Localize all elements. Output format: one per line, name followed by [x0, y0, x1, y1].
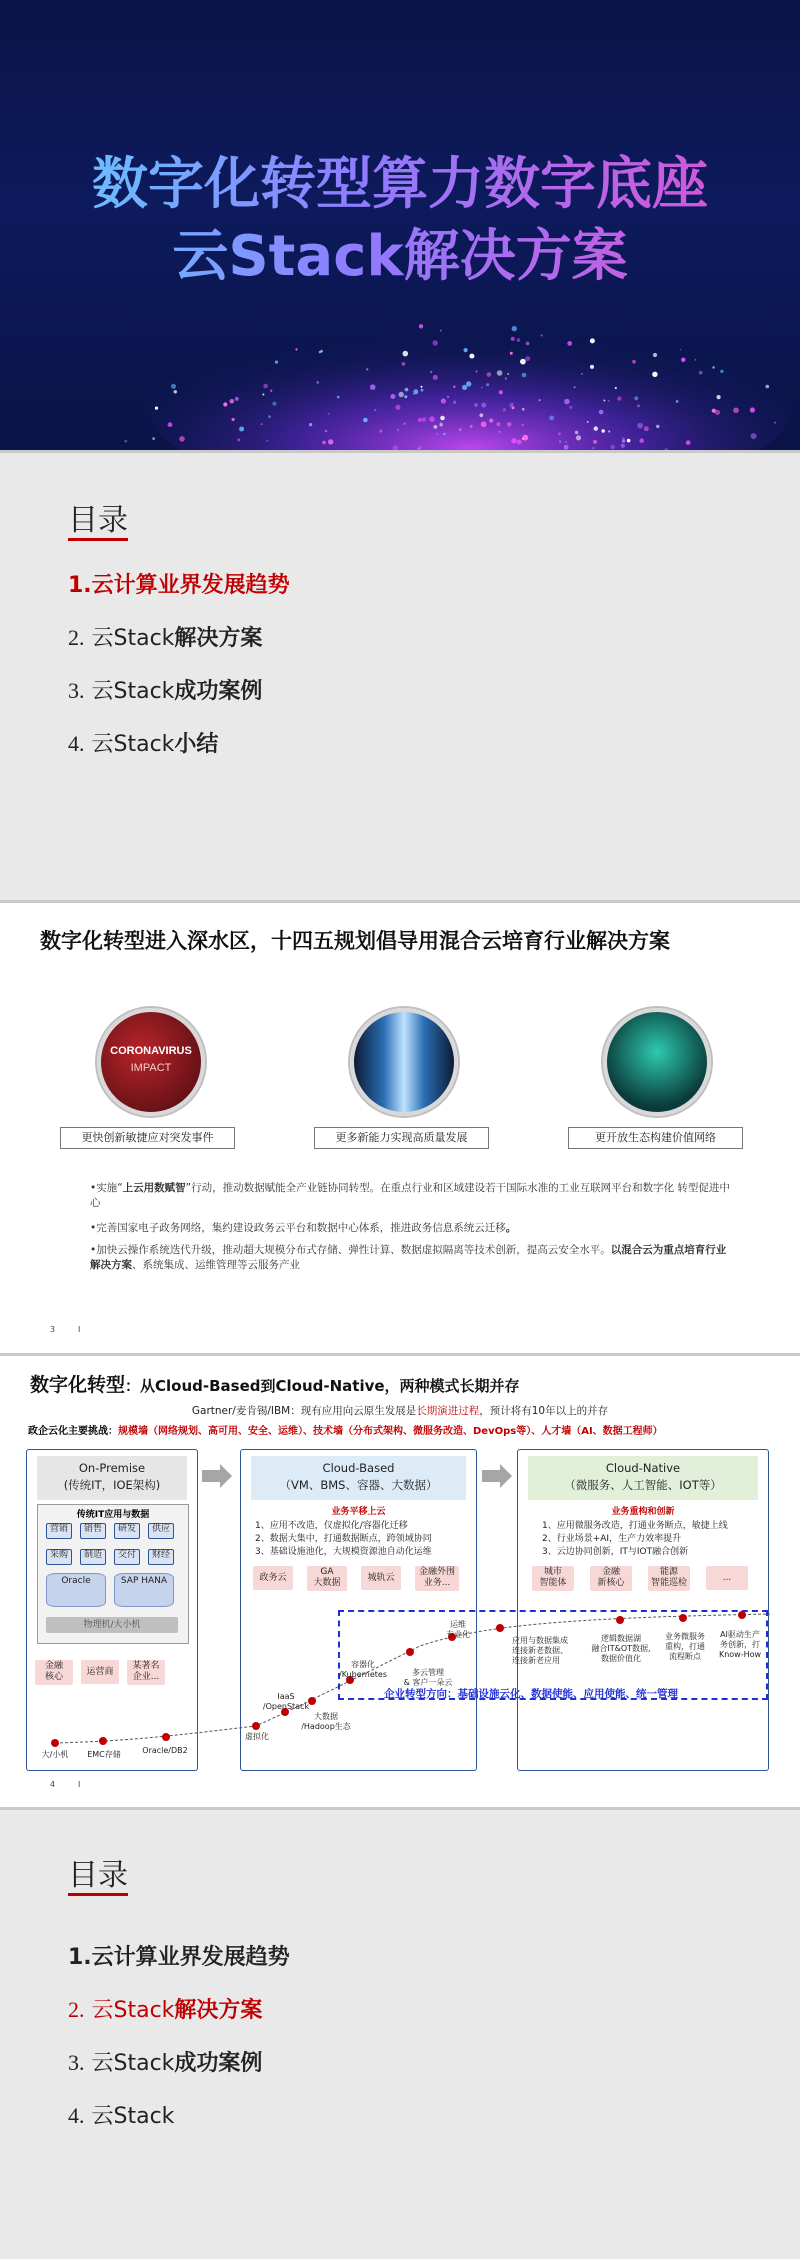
light-dot [511, 337, 515, 341]
light-dot [644, 426, 649, 431]
milestone-dot [738, 1611, 746, 1619]
light-dot [593, 440, 597, 444]
light-dot [395, 405, 400, 410]
light-dot [590, 365, 594, 369]
database-cylinder: Oracle [46, 1573, 106, 1607]
light-dot [489, 419, 493, 423]
light-dot [272, 402, 276, 406]
toc-item-num: 3. [68, 2050, 85, 2075]
light-dot [337, 396, 340, 399]
light-dot [363, 418, 368, 423]
light-dot [447, 396, 449, 398]
light-dot [503, 408, 506, 411]
coronavirus-image [97, 1008, 205, 1116]
light-dot [239, 427, 244, 432]
light-dot [486, 383, 489, 386]
milestone-dot [406, 1648, 414, 1656]
panel-list-item: 3、云边协同创新，IT与IOT融合创新 [542, 1547, 689, 1557]
light-dot [433, 340, 438, 345]
light-dot [766, 385, 770, 389]
bullet-text: ”行动，推动数据赋能全产业链协同转型。在重点行业和区域建设若干国际水准的工业互联网平台和数字化 转型促进中心 [90, 1182, 730, 1209]
light-dot [174, 390, 177, 393]
toc-item-num: 2. [68, 1997, 85, 2022]
light-dot [232, 418, 235, 421]
module-chip: 财经 [148, 1549, 174, 1565]
light-dot [418, 418, 422, 422]
light-dot [470, 425, 473, 428]
light-dot [453, 386, 455, 388]
light-dot [639, 438, 644, 443]
light-dot [656, 425, 659, 428]
light-dot [440, 416, 445, 421]
light-dot [235, 397, 239, 401]
light-dot [223, 402, 227, 406]
curve-label: 逻辑数据湖 融合IT&OT数据, 数据价值化 [591, 1634, 651, 1663]
toc-item-num: 4. [68, 2103, 85, 2128]
light-dot [275, 361, 278, 364]
panel-title: Cloud-Based [322, 1461, 395, 1475]
light-dot [268, 415, 271, 418]
light-dot [564, 399, 570, 405]
toc-item-num: 1. [68, 573, 92, 598]
bullet-bold: 以混合云为重点培育行业解决方案 [90, 1244, 727, 1271]
caption-box-1: 更快创新敏捷应对突发事件 [60, 1127, 235, 1149]
page-number: 3 [50, 1325, 56, 1334]
toc-underline [68, 1893, 128, 1896]
caption-box-2: 更多新能力实现高质量发展 [314, 1127, 489, 1149]
light-dot [481, 403, 486, 408]
light-dot [712, 409, 716, 413]
light-dot [466, 381, 471, 386]
light-dot [525, 356, 530, 361]
light-dot [462, 385, 467, 390]
curve-label: 大/小机 [41, 1750, 69, 1759]
bullet-text: 、系统集成、运维管理等云服务产业 [132, 1259, 300, 1271]
light-dot [322, 441, 326, 445]
light-dot [459, 428, 462, 431]
light-dot [230, 399, 235, 404]
light-dot [295, 348, 297, 350]
toc-item-prefix: 云Stack [91, 626, 175, 651]
light-dot [695, 359, 697, 361]
light-dot [328, 413, 330, 415]
light-dot [481, 387, 483, 389]
light-dot [522, 424, 524, 426]
light-dot [590, 338, 595, 343]
light-dot [481, 421, 487, 427]
light-dot [592, 447, 594, 449]
light-dot [497, 422, 501, 426]
light-dot [751, 433, 757, 439]
toc-item-num: 2. [68, 625, 85, 650]
light-dot [574, 386, 576, 388]
toc-item-3[interactable] [68, 2046, 262, 2077]
toc-item-suffix: 成功案例 [174, 2051, 263, 2076]
cover-title-line2: 云Stack解决方案 [0, 222, 800, 292]
toc-item-suffix: 解决方案 [174, 626, 263, 651]
toc-item-num: 1. [68, 1945, 92, 1970]
bullet-bold: 上云用数赋智 [122, 1182, 186, 1194]
panel-list-item: 2、行业场景+AI，生产力效率提升 [542, 1534, 682, 1544]
bullet-bold: 。 [505, 1222, 517, 1234]
toc-item-prefix: 云Stack [91, 679, 175, 704]
industry-tag: 城市 智能体 [532, 1566, 574, 1591]
light-dot [627, 439, 631, 443]
page-separator: I [78, 1325, 81, 1334]
direction-text: 基础设施云化、数据使能、应用使能、统一管理 [457, 1688, 678, 1700]
light-dot [621, 444, 625, 448]
light-dot [680, 349, 682, 351]
toc-slide-1 [0, 453, 800, 900]
toc-slide-2 [0, 1810, 800, 2259]
industry-tag: 城轨云 [361, 1566, 401, 1590]
toc-item-suffix: 成功案例 [174, 679, 263, 704]
light-dot [469, 354, 474, 359]
direction-label: 企业转型方向： [384, 1688, 458, 1700]
panel-list-item: 2、数据大集中，打通数据断点，跨领域协同 [255, 1534, 432, 1544]
light-dot [474, 403, 477, 406]
image-text-1: CORONAVIRUS [110, 1045, 192, 1057]
milestone-dot [162, 1733, 170, 1741]
light-dot [453, 401, 456, 404]
module-chip: 销售 [80, 1523, 106, 1539]
light-dot [632, 360, 636, 364]
module-chip: 交付 [114, 1549, 140, 1565]
sub-red: 长期演进过程 [416, 1405, 480, 1417]
light-dot [179, 436, 185, 442]
light-dot [328, 439, 333, 444]
light-dot [316, 381, 319, 384]
curve-label: AI驱动生产 务创新，打 Know-How [718, 1630, 762, 1659]
evolution-curve [0, 1356, 800, 1807]
light-dot [569, 406, 572, 409]
industry-tag: ... [706, 1566, 748, 1590]
light-dot [622, 440, 625, 443]
milestone-dot [51, 1739, 59, 1747]
toc-item-4[interactable] [68, 2099, 174, 2130]
light-dot [434, 425, 438, 429]
panel-subtitle: (传统IT，IOE架构) [63, 1478, 161, 1492]
fiber-optic-illustration [0, 300, 800, 450]
toc-item-text: 云计算业界发展趋势 [91, 1945, 290, 1970]
curve-label: 业务微服务 重构，打通 流程断点 [665, 1632, 705, 1661]
light-dot [499, 431, 501, 433]
light-dot [750, 407, 755, 412]
toc-item-prefix: 云Stack [91, 2104, 175, 2129]
light-dot [397, 429, 399, 431]
light-dot [652, 372, 657, 377]
light-dot [379, 430, 382, 433]
light-dot [487, 372, 492, 377]
toc-heading: 目录 [68, 1859, 128, 1892]
toc-item-suffix: 小结 [174, 732, 219, 757]
light-dot [637, 423, 643, 429]
light-dot [370, 384, 376, 390]
bullet-text: •实施“ [90, 1182, 123, 1194]
bullet-3 [90, 1243, 730, 1273]
light-dot [262, 394, 264, 396]
light-dot [608, 400, 610, 402]
light-dot [418, 448, 420, 450]
light-dot [436, 433, 438, 435]
bullet-2 [90, 1221, 730, 1236]
industry-tag: GA 大数据 [307, 1566, 347, 1591]
industry-tag: 政务云 [253, 1566, 293, 1590]
light-dot [599, 410, 604, 415]
light-dot [270, 390, 272, 392]
light-dot [653, 353, 657, 357]
page-separator: I [78, 1780, 81, 1789]
light-dot [558, 432, 561, 435]
light-dot [617, 397, 621, 401]
light-dot [512, 326, 517, 331]
light-dot [261, 423, 263, 425]
toc-item-prefix: 云Stack [91, 1998, 175, 2023]
light-dot [320, 350, 323, 353]
caption-box-3: 更开放生态构建价值网络 [568, 1127, 743, 1149]
panel-list-item: 1、应用微服务改造，打通业务断点，敏捷上线 [542, 1521, 728, 1531]
light-dot [526, 342, 530, 346]
light-dot [309, 423, 312, 426]
light-dot [374, 409, 376, 411]
light-dot [602, 429, 605, 432]
light-dot [587, 421, 589, 423]
light-dot [405, 388, 409, 392]
light-dot [440, 330, 442, 332]
slide-cloud-based-native [0, 1356, 800, 1807]
light-dot [615, 387, 617, 389]
slide-heading: 数字化转型进入深水区，十四五规划倡导用混合云培育行业解决方案 [40, 929, 670, 953]
light-dot [390, 394, 395, 399]
light-dot [152, 437, 155, 440]
industry-tag: 某著名 企业... [127, 1660, 165, 1685]
panel-list-item: 3、基础设施池化，大规模资源池自动化运维 [255, 1547, 432, 1557]
light-dot [237, 438, 240, 441]
light-dot [464, 348, 468, 352]
light-dot [549, 416, 554, 421]
light-dot [124, 440, 127, 443]
light-dot [507, 373, 509, 375]
light-dot [479, 413, 483, 417]
physical-server-bar: 物理机/大小机 [46, 1617, 178, 1633]
curve-label: 虚拟化 [245, 1732, 269, 1741]
light-dot [325, 430, 328, 433]
sub-text: ，预计将有10年以上的并存 [479, 1405, 609, 1417]
light-dot [510, 352, 513, 355]
light-dot [541, 334, 543, 336]
curve-label: 应用与数据集成 连接新老数据、 连接新老应用 [512, 1636, 568, 1665]
light-dot [404, 395, 407, 398]
challenge-label: 政企云化主要挑战： [28, 1426, 118, 1437]
toc-item-1[interactable] [68, 1940, 290, 1971]
toc-item-suffix: 解决方案 [174, 1998, 263, 2023]
light-dot [413, 393, 415, 395]
light-dot [403, 351, 409, 357]
milestone-dot [496, 1624, 504, 1632]
light-dot [576, 435, 581, 440]
light-dot [507, 422, 512, 427]
light-dot [266, 440, 268, 442]
light-dot [511, 438, 516, 443]
toc-underline [68, 538, 128, 541]
light-dot [520, 359, 526, 365]
bullet-text: •完善国家电子政务网络，集约建设政务云平台和数据中心体系，推进政务信息系统云迁移 [90, 1222, 506, 1234]
toc-item-prefix: 云Stack [91, 732, 175, 757]
light-dot [476, 370, 478, 372]
toc-item-num: 4. [68, 731, 85, 756]
milestone-dot [679, 1614, 687, 1622]
light-dot [168, 422, 173, 427]
page-number: 4 [50, 1780, 56, 1789]
milestone-dot [99, 1737, 107, 1745]
light-dot [522, 408, 525, 411]
light-dot [611, 445, 615, 449]
toc-item-4[interactable] [68, 727, 218, 758]
heading-bold: 数字化转型 [30, 1374, 126, 1396]
toc-item-1[interactable] [68, 568, 290, 599]
cover-slide [0, 0, 800, 450]
light-dot [774, 422, 776, 424]
light-dot [402, 362, 406, 366]
slide-digital-transformation [0, 903, 800, 1353]
cover-title-line1: 数字化转型算力数字底座 [0, 150, 800, 220]
light-dot [403, 423, 405, 425]
light-dot [497, 370, 503, 376]
network-city-image [603, 1008, 711, 1116]
light-dot [522, 438, 524, 440]
panel-subtitle: （VM、BMS、容器、大数据） [279, 1478, 438, 1492]
toc-item-num: 3. [68, 678, 85, 703]
industry-tag: 运营商 [81, 1660, 119, 1684]
industry-tag: 能源 智能巡检 [648, 1566, 690, 1591]
light-dot [440, 422, 442, 424]
module-chip: 供应 [148, 1523, 174, 1539]
toc-heading: 目录 [68, 504, 128, 537]
light-dot [565, 441, 567, 443]
light-dot [441, 398, 446, 403]
panel-subtitle: （微服务、人工智能、IOT等） [564, 1478, 722, 1492]
image-text-2: IMPACT [130, 1062, 172, 1074]
light-dot [421, 389, 424, 392]
light-dot [594, 426, 598, 430]
milestone-dot [616, 1616, 624, 1624]
light-dot [499, 390, 503, 394]
light-dot [429, 416, 435, 422]
database-cylinder: SAP HANA [114, 1573, 174, 1607]
panel-title: On-Premise [78, 1461, 146, 1475]
light-dot [608, 431, 610, 433]
industry-tag: 金融 核心 [35, 1660, 73, 1685]
bullet-text: •加快云操作系统迭代升级，推动超大规模分布式存储、弹性计算、数据虚拟隔离等技术创新，提高云安全水平。 [90, 1244, 611, 1256]
legacy-box-title: 传统IT应用与数据 [76, 1510, 150, 1520]
curve-label: IaaS /OpenStack [262, 1692, 310, 1711]
light-dot [419, 324, 423, 328]
bullet-1 [90, 1181, 730, 1211]
light-dot [155, 407, 158, 410]
curve-label: 大数据 /Hadoop生态 [301, 1712, 351, 1731]
curve-label: Oracle/DB2 [142, 1746, 188, 1755]
light-dot [712, 366, 715, 369]
light-dot [581, 373, 583, 375]
toc-item-text: 云计算业界发展趋势 [91, 573, 290, 598]
light-dot [366, 368, 368, 370]
light-dot [717, 395, 721, 399]
module-chip: 采购 [46, 1549, 72, 1565]
light-dot [676, 400, 679, 403]
module-chip: 制造 [80, 1549, 106, 1565]
industry-tag: 金融 新核心 [590, 1566, 632, 1591]
light-dot [422, 417, 427, 422]
light-dot [522, 373, 527, 378]
toc-item-3[interactable] [68, 674, 262, 705]
panel-red-label: 业务平移上云 [331, 1507, 386, 1517]
datacenter-image [350, 1008, 458, 1116]
light-dot [564, 445, 569, 450]
light-dot [603, 400, 605, 402]
curve-label: EMC存储 [87, 1750, 121, 1759]
curve-label: 运维 专业化 [446, 1620, 470, 1639]
light-dot [263, 384, 268, 389]
sub-text: Gartner/麦肯锡/IBM：现有应用向云原生发展是 [191, 1405, 417, 1417]
light-dot [575, 431, 579, 435]
light-dot [399, 392, 404, 397]
industry-tag: 金融外围 业务... [415, 1566, 459, 1591]
panel-red-label: 业务重构和创新 [611, 1507, 675, 1517]
light-dot [433, 375, 438, 380]
light-dot [517, 440, 522, 445]
curve-label: 容器化 /Kubernetes [339, 1660, 387, 1679]
light-dot [567, 341, 572, 346]
heading-rest: ：从Cloud-Based到Cloud-Native，两种模式长期并存 [125, 1377, 520, 1395]
light-dot [686, 440, 691, 445]
panel-title: Cloud-Native [605, 1461, 681, 1475]
light-dot [720, 370, 723, 373]
module-chip: 营销 [46, 1523, 72, 1539]
light-dot [509, 403, 513, 407]
light-dot [517, 338, 521, 342]
toc-item-2[interactable] [68, 1993, 262, 2024]
light-dot [171, 384, 176, 389]
light-dot [505, 378, 507, 380]
toc-item-2[interactable] [68, 621, 262, 652]
light-dot [539, 399, 541, 401]
light-dot [681, 358, 685, 362]
light-dot [430, 371, 432, 373]
toc-item-prefix: 云Stack [91, 2051, 175, 2076]
module-chip: 研发 [114, 1523, 140, 1539]
milestone-dot [252, 1722, 260, 1730]
light-dot [699, 371, 703, 375]
light-dot [559, 440, 561, 442]
challenge-text: 规模墙（网络规划、高可用、安全、运维）、技术墙（分布式架构、微服务改造、DevOps等）、人才墙（AI、数据工程师） [118, 1426, 663, 1437]
light-dot [637, 404, 640, 407]
light-dot [634, 396, 638, 400]
curve-label: 多云管理 & 客户一朵云 [403, 1668, 453, 1687]
light-dot [421, 386, 423, 388]
light-dot [443, 433, 445, 435]
light-dot [733, 408, 739, 414]
panel-list-item: 1、应用不改造，仅虚拟化/容器化迁移 [255, 1521, 408, 1531]
